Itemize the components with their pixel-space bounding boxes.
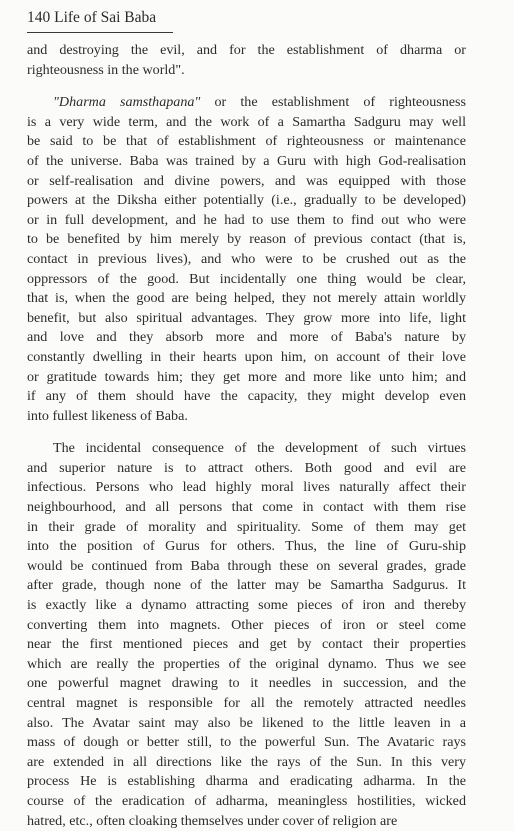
- paragraph: [27, 439, 466, 831]
- text-line: mass of dough or better still, to the powerful Sun. The Avataric rays: [27, 734, 466, 751]
- text-line: benefit, but also spiritual advantages. They grow more into life, light: [27, 309, 466, 326]
- text-line: or gratitude towards him; they get more and more like unto him; and: [27, 368, 466, 385]
- text-line: that is, when the good are being helped, they not merely attain worldly: [27, 290, 466, 307]
- text-line: would be continued from Baba through these on several grades, grade: [27, 557, 466, 574]
- text-line: and love and they absorb more and more of Baba's nature by: [27, 329, 466, 346]
- paragraph: [27, 41, 466, 80]
- text-line: is exactly like a dynamo attracting some pieces of iron and thereby: [27, 597, 466, 614]
- text-line: also. The Avatar saint may also be likened to the little leaven in a: [27, 714, 466, 731]
- text-line: central magnet is responsible for all the remotely attracted needles: [27, 695, 466, 711]
- text-line: constantly dwelling in their hearts upon him, on account of their love: [27, 348, 466, 365]
- text-line: is a very wide term, and the work of a Samartha Sadguru may well: [27, 113, 466, 130]
- text-line: if any of them should have the capacity, they might develop even: [27, 388, 466, 405]
- text-line: converting them into magnets. Other pieces of iron or steel come: [27, 616, 466, 633]
- text-line: and destroying the evil, and for the establishment of dharma or: [27, 42, 466, 58]
- text-line: or self-realisation and divine powers, and was equipped with those: [27, 172, 466, 189]
- text-line: to be benefited by him merely by reason of previous contact (that is,: [27, 231, 466, 248]
- text-line: into the position of Gurus for others. Thus, the line of Guru-ship: [27, 538, 466, 555]
- text-line: near the first mentioned pieces and get by contact their properties: [27, 636, 466, 653]
- text-line: "Dharma samsthapana" or the establishment of righteousness: [53, 94, 467, 111]
- text-line: oppressors of the good. But incidentally one thing would be clear,: [27, 270, 466, 287]
- paragraph-gap: [27, 426, 466, 439]
- text-line: of the universe. Baba was trained by a Guru with high God-realisation: [27, 152, 466, 169]
- text-line: after grade, though none of the latter may be Samartha Sadgurus. It: [27, 577, 466, 594]
- text-line: which are really the properties of the original dynamo. Thus we see: [27, 655, 466, 672]
- text-line: are extended in all directions like the rays of the Sun. In this very: [27, 753, 466, 770]
- paragraph: [27, 93, 466, 426]
- text-line: or in full development, and he had to use them to find out who were: [27, 211, 466, 228]
- text-line: hatred, etc., often cloaking themselves under cover of religion are: [27, 812, 398, 829]
- text-line: infectious. Persons who lead highly moral lives naturally affect their: [27, 479, 466, 496]
- text-line: one powerful magnet drawing to it needles in succession, and the: [27, 675, 466, 692]
- text-line: in their grade of morality and spirituality. Some of them may get: [27, 518, 466, 535]
- text-line: righteousness in the world".: [27, 61, 185, 78]
- text-line: course of the eradication of adharma, meaningless hostilities, wicked: [27, 792, 466, 809]
- text-line: neighbourhood, and all persons that come in contact with them rise: [27, 499, 466, 516]
- italic-term: "Dharma samsthapana": [53, 94, 201, 111]
- text-line: be said to be that of establishment of righteousness or maintenance: [27, 133, 466, 150]
- paragraph-gap: [27, 80, 466, 93]
- page-number: 140: [27, 9, 51, 26]
- text-line: contact in previous lives), and who were to be crushed out as the: [27, 250, 466, 267]
- running-title: Life of Sai Baba: [54, 9, 157, 26]
- text-line: and superior nature is to attract others. Both good and evil are: [27, 459, 466, 476]
- text-line: process He is establishing dharma and eradicating adharma. In the: [27, 773, 466, 790]
- text-line: The incidental consequence of the development of such virtues: [53, 440, 466, 457]
- text-line: powers at the Diksha either potentially (i.e., gradually to be developed): [27, 192, 466, 209]
- page-body: [27, 41, 466, 831]
- text-line: into fullest likeness of Baba.: [27, 407, 188, 424]
- header-rule: [27, 32, 173, 33]
- page-header: [27, 8, 494, 28]
